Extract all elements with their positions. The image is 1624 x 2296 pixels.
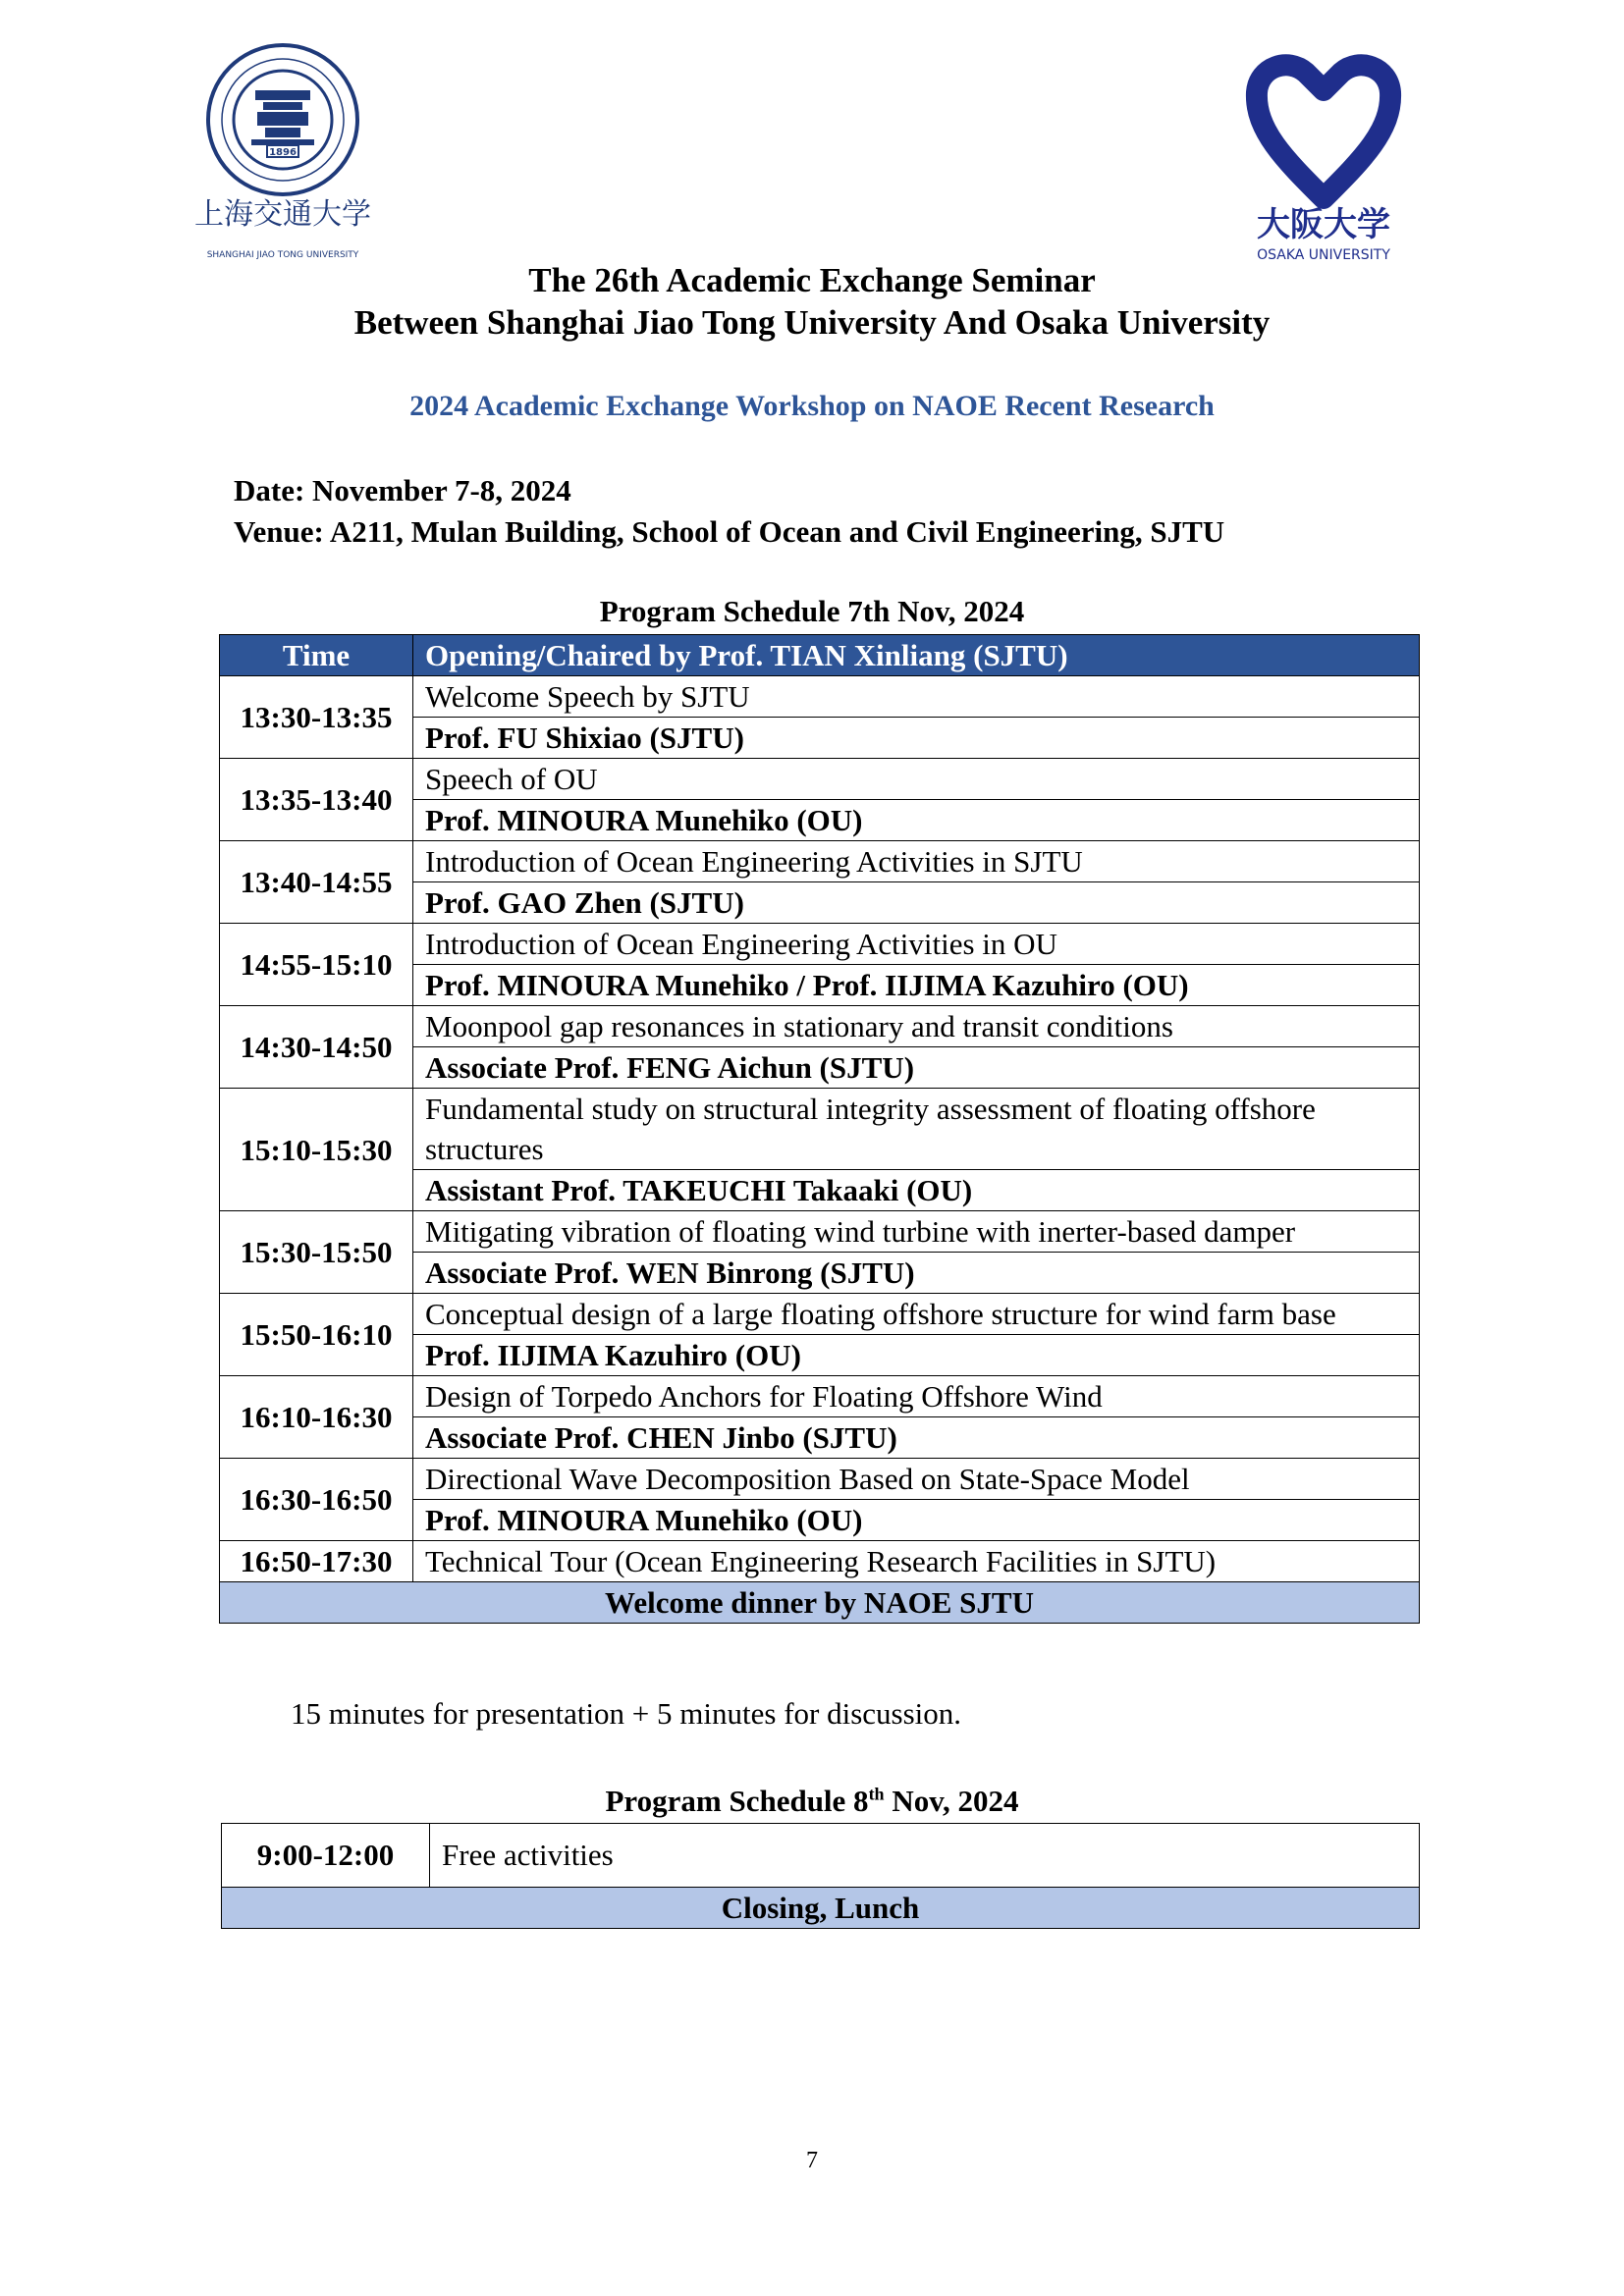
table-row [220,1294,1420,1335]
table-row [220,676,1420,718]
table-header-row [220,635,1420,676]
time-cell: 15:10-15:30 [220,1089,413,1211]
svg-text:OSAKA UNIVERSITY: OSAKA UNIVERSITY [1257,247,1390,263]
seminar-title-line2: Between Shanghai Jiao Tong University And Osaka University [353,303,1271,342]
topic-cell: Moonpool gap resonances in stationary and transit conditions [413,1006,1420,1047]
speaker-cell: Prof. MINOURA Munehiko / Prof. IIJIMA Kazuhiro (OU) [413,965,1420,1006]
time-cell: 15:50-16:10 [220,1294,413,1376]
schedule-day2-title: Program Schedule 8th Nov, 2024 [605,1784,1019,1818]
osaka-university-logo [1245,51,1402,265]
topic-cell: Fundamental study on structural integrity assessment of floating offshore structures [413,1089,1420,1170]
closing-band-label: Closing, Lunch [222,1888,1420,1929]
schedule-day2-table [221,1823,1420,1929]
speaker-cell: Prof. MINOURA Munehiko (OU) [413,1500,1420,1541]
topic-cell: Welcome Speech by SJTU [413,676,1420,718]
svg-text:1896: 1896 [269,147,297,158]
header-chair: Opening/Chaired by Prof. TIAN Xinliang (SJTU) [413,635,1420,676]
table-row [220,1211,1420,1253]
schedule-day1-title: Program Schedule 7th Nov, 2024 [599,594,1025,628]
table-row [220,841,1420,882]
activity-cell: Free activities [430,1824,1420,1888]
sjtu-logo [194,43,371,264]
event-date: Date: November 7-8, 2024 [234,473,571,507]
speaker-cell: Associate Prof. CHEN Jinbo (SJTU) [413,1417,1420,1459]
time-cell: 13:40-14:55 [220,841,413,924]
event-venue: Venue: A211, Mulan Building, School of Ocean and Civil Engineering, SJTU [234,514,1225,549]
svg-text:SHANGHAI JIAO TONG UNIVERSITY: SHANGHAI JIAO TONG UNIVERSITY [206,250,359,260]
topic-cell: Mitigating vibration of floating wind turbine with inerter-based damper [413,1211,1420,1253]
topic-cell: Design of Torpedo Anchors for Floating Offshore Wind [413,1376,1420,1417]
osaka-ginkgo-icon [1245,51,1402,265]
time-cell: 14:55-15:10 [220,924,413,1006]
topic-cell: Conceptual design of a large floating offshore structure for wind farm base [413,1294,1420,1335]
topic-cell: Directional Wave Decomposition Based on State-Space Model [413,1459,1420,1500]
speaker-cell: Assistant Prof. TAKEUCHI Takaaki (OU) [413,1170,1420,1211]
header-time: Time [220,635,413,676]
topic-cell: Technical Tour (Ocean Engineering Research Facilities in SJTU) [413,1541,1420,1582]
time-cell: 16:50-17:30 [220,1541,413,1582]
svg-text:大阪大学: 大阪大学 [1257,205,1390,244]
table-row [220,1089,1420,1170]
speaker-cell: Prof. IIJIMA Kazuhiro (OU) [413,1335,1420,1376]
table-row [222,1824,1420,1888]
time-cell: 13:35-13:40 [220,759,413,841]
table-row [220,1376,1420,1417]
time-cell: 16:30-16:50 [220,1459,413,1541]
time-cell: 14:30-14:50 [220,1006,413,1089]
presentation-note: 15 minutes for presentation + 5 minutes for discussion. [291,1696,962,1731]
page-number: 7 [806,2148,818,2173]
speaker-cell: Prof. GAO Zhen (SJTU) [413,882,1420,924]
speaker-cell: Associate Prof. WEN Binrong (SJTU) [413,1253,1420,1294]
sjtu-emblem-icon [194,43,371,264]
time-cell: 9:00-12:00 [222,1824,430,1888]
topic-cell: Speech of OU [413,759,1420,800]
speaker-cell: Prof. MINOURA Munehiko (OU) [413,800,1420,841]
closing-band [222,1888,1420,1929]
topic-cell: Introduction of Ocean Engineering Activities in OU [413,924,1420,965]
svg-text:上海交通大学: 上海交通大学 [194,197,371,232]
table-row [220,759,1420,800]
table-row [220,924,1420,965]
table-row [220,1006,1420,1047]
time-cell: 13:30-13:35 [220,676,413,759]
welcome-dinner-label: Welcome dinner by NAOE SJTU [220,1582,1420,1624]
table-row [220,1541,1420,1582]
topic-cell: Introduction of Ocean Engineering Activities in SJTU [413,841,1420,882]
time-cell: 16:10-16:30 [220,1376,413,1459]
speaker-cell: Associate Prof. FENG Aichun (SJTU) [413,1047,1420,1089]
seminar-title: The 26th Academic Exchange Seminar [528,261,1096,299]
speaker-cell: Prof. FU Shixiao (SJTU) [413,718,1420,759]
table-row [220,1459,1420,1500]
time-cell: 15:30-15:50 [220,1211,413,1294]
welcome-dinner-band [220,1582,1420,1624]
workshop-subtitle: 2024 Academic Exchange Workshop on NAOE Recent Research [409,390,1215,422]
schedule-day1-table [219,634,1420,1624]
